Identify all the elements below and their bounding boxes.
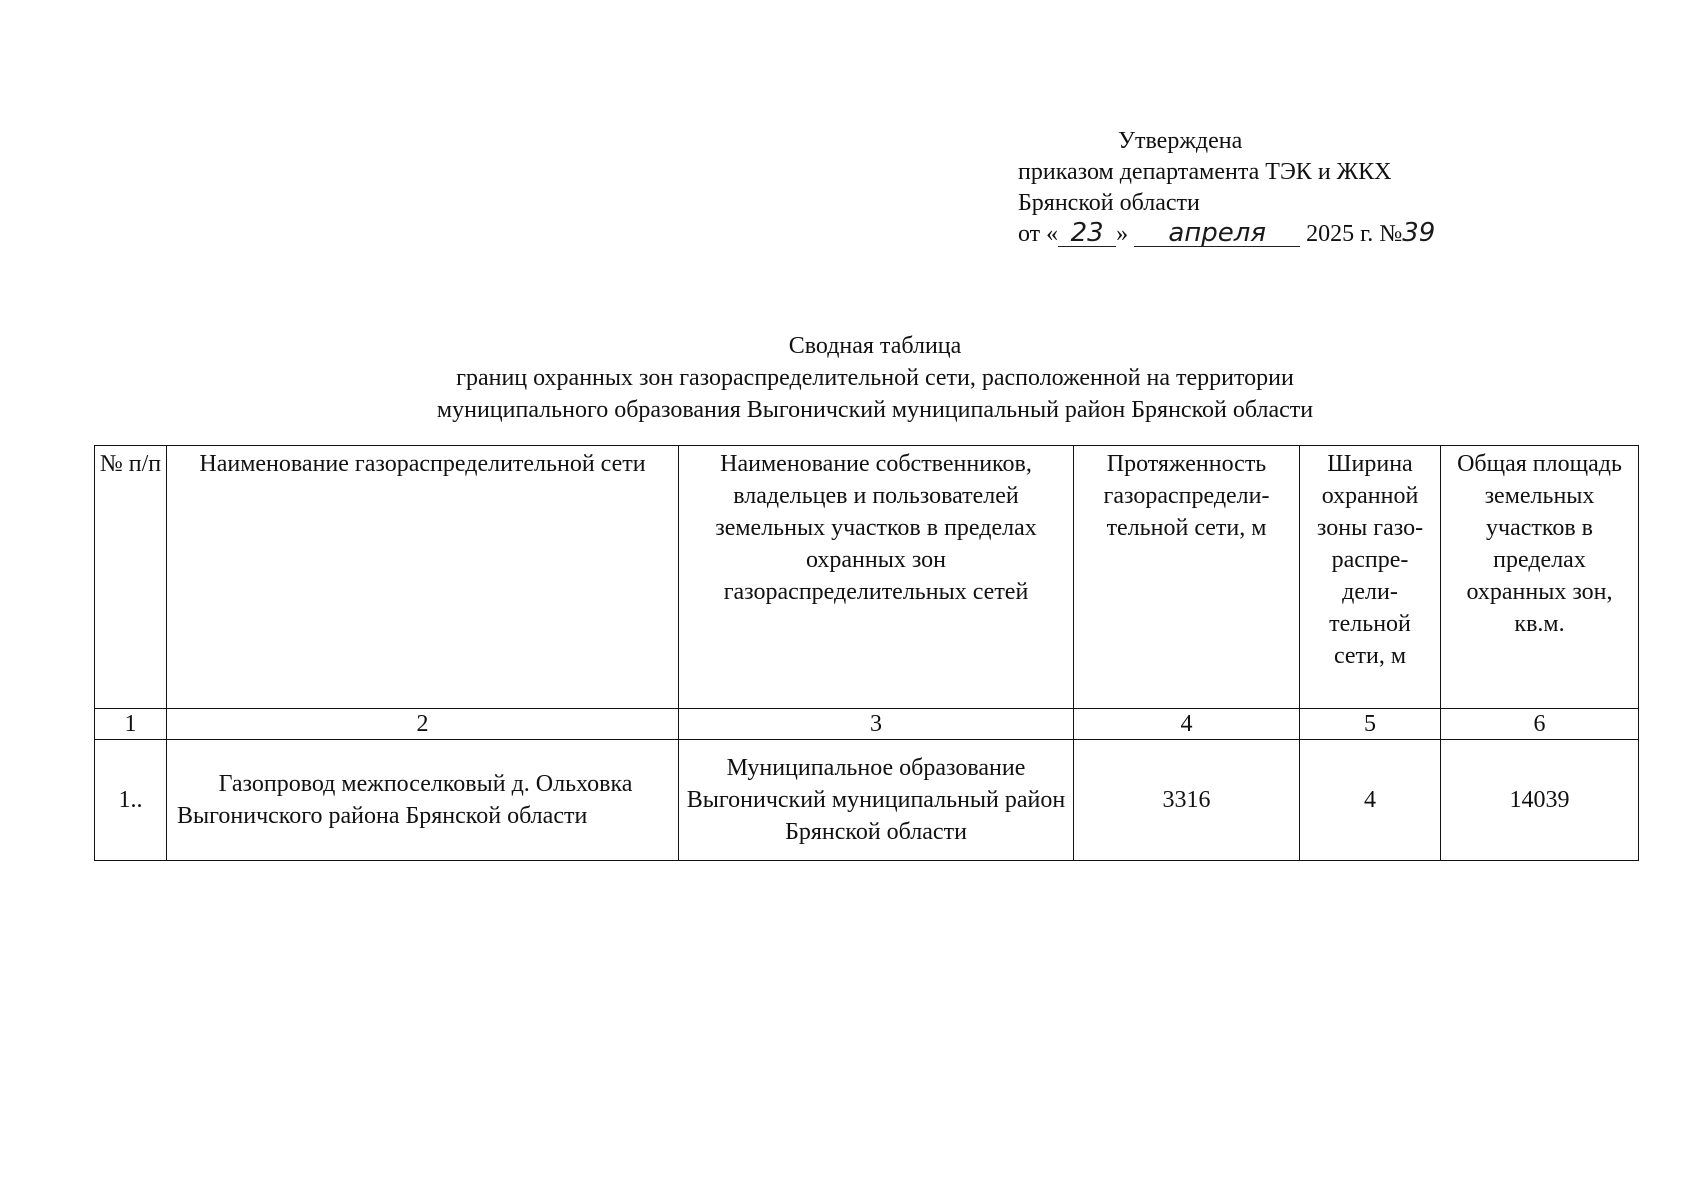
row-owners: Муниципальное образование Выгоничский муниципальный район Брянской области [679, 740, 1074, 861]
table-header-row [95, 446, 1639, 709]
column-number: 4 [1074, 709, 1300, 740]
header-zone-width: Ширина охранной зоны газо-распре-дели-тельной сети, м [1300, 446, 1441, 709]
title-line-2: границ охранных зон газораспределительной сети, расположенной на территории [456, 365, 1294, 391]
header-total-area: Общая площадь земельных участков в пределах охранных зон, кв.м. [1441, 446, 1639, 709]
title-line-3: муниципального образования Выгоничский муниципальный район Брянской области [436, 397, 1314, 423]
column-number-row [95, 709, 1639, 740]
row-zone-width: 4 [1300, 740, 1441, 861]
column-number: 5 [1300, 709, 1441, 740]
header-length: Протяженность газораспредели-тельной сети, м [1074, 446, 1300, 709]
column-number: 1 [95, 709, 167, 740]
handwritten-number: 39 [1402, 218, 1436, 248]
row-number: 1.. [95, 740, 167, 861]
column-number: 3 [679, 709, 1074, 740]
handwritten-day: 23 [1058, 220, 1116, 247]
approved-label: Утверждена [1118, 128, 1243, 154]
date-year: 2025 г. [1306, 221, 1374, 247]
approval-date-line [1018, 219, 1488, 250]
approval-order-line: приказом департамента ТЭК и ЖКХ [1018, 159, 1392, 185]
row-total-area: 14039 [1441, 740, 1639, 861]
approval-region-line: Брянской области [1018, 190, 1200, 216]
header-network-name: Наименование газораспределительной сети [167, 446, 679, 709]
handwritten-month: апреля [1134, 220, 1300, 247]
summary-table [94, 445, 1639, 861]
date-quote-close: » [1116, 221, 1129, 247]
number-sign: № [1379, 221, 1403, 247]
column-number: 6 [1441, 709, 1639, 740]
approval-block [1018, 126, 1488, 250]
date-prefix: от « [1018, 221, 1059, 247]
row-length: 3316 [1074, 740, 1300, 861]
header-owners: Наименование собственников, владельцев и пользователей земельных участков в пределах охранных зон газораспределительных сетей [679, 446, 1074, 709]
column-number: 2 [167, 709, 679, 740]
table-row [95, 740, 1639, 861]
document-title [260, 330, 1490, 426]
row-network-name: Газопровод межпоселковый д. Ольховка Выгоничского района Брянской области [167, 740, 679, 861]
title-line-1: Сводная таблица [788, 333, 962, 359]
header-number: № п/п [95, 446, 167, 709]
